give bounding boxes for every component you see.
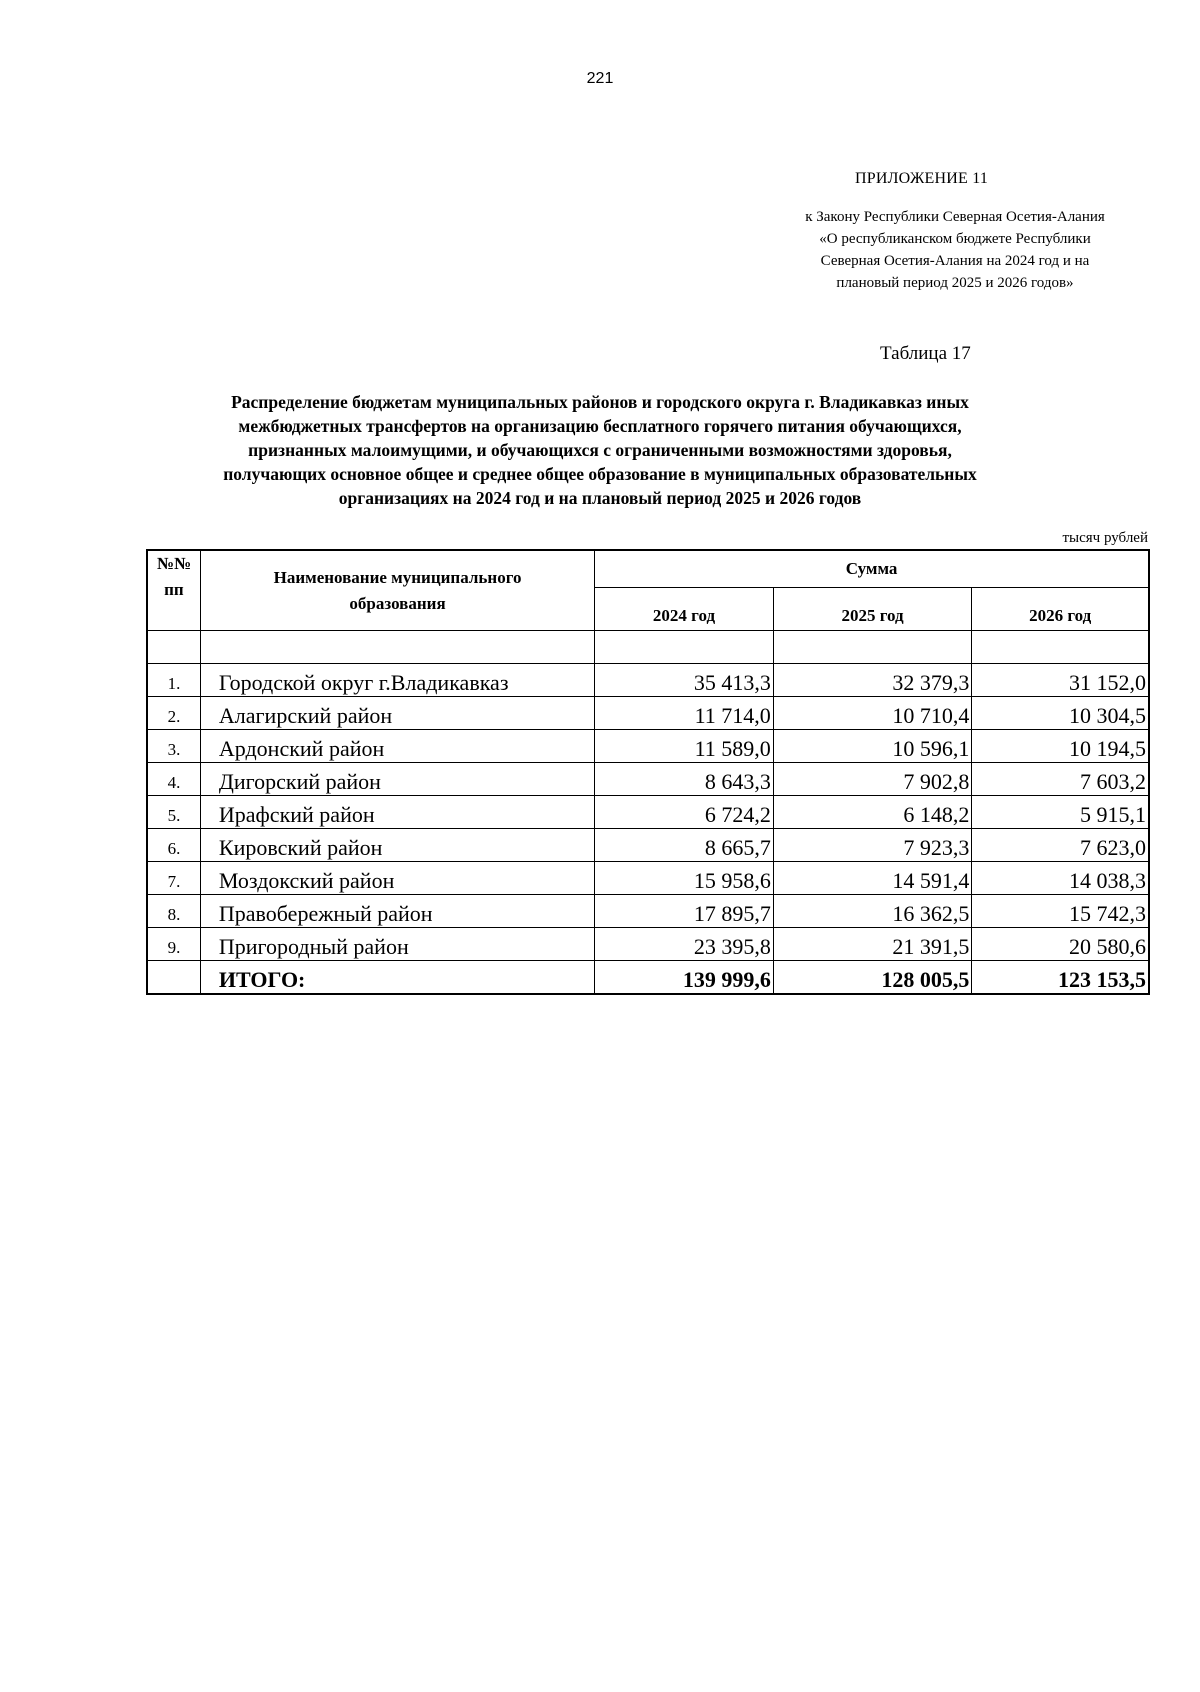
row-value-2024: 11 589,0 (595, 730, 774, 763)
total-number-cell (147, 961, 200, 995)
row-name: Кировский район (200, 829, 594, 862)
table-row (147, 763, 1149, 796)
row-value-2026: 20 580,6 (972, 928, 1149, 961)
header-year-2026: 2026 год (972, 588, 1149, 631)
row-number: 4. (147, 763, 200, 796)
row-value-2025: 10 596,1 (773, 730, 972, 763)
table-body (147, 631, 1149, 995)
row-value-2024: 35 413,3 (595, 664, 774, 697)
header-year-2025: 2025 год (773, 588, 972, 631)
total-row (147, 961, 1149, 995)
header-name-line: образования (349, 593, 446, 613)
row-name: Городской округ г.Владикавказ (200, 664, 594, 697)
units-label: тысяч рублей (1062, 530, 1148, 546)
row-number: 1. (147, 664, 200, 697)
total-value-2024: 139 999,6 (595, 961, 774, 995)
law-reference (770, 206, 1140, 294)
budget-table (146, 549, 1150, 995)
row-value-2025: 7 923,3 (773, 829, 972, 862)
table-row (147, 697, 1149, 730)
row-number: 6. (147, 829, 200, 862)
page-number: 221 (586, 70, 614, 87)
title-line: Распределение бюджетам муниципальных районов и городского округа г. Владикавказ иных (231, 392, 969, 412)
title-line: признанных малоимущими, и обучающихся с ограниченными возможностями здоровья, (248, 440, 952, 460)
row-number: 5. (147, 796, 200, 829)
law-reference-line: Северная Осетия-Алания на 2024 год и на (820, 253, 1090, 269)
document-title (170, 390, 1030, 510)
title-line: организациях на 2024 год и на плановый период 2025 и 2026 годов (338, 488, 862, 508)
row-value-2026: 14 038,3 (972, 862, 1149, 895)
header-row (147, 550, 1149, 588)
title-line: получающих основное общее и среднее общее образование в муниципальных образовательных (223, 464, 977, 484)
appendix-heading: ПРИЛОЖЕНИЕ 11 (855, 170, 989, 187)
row-name: Моздокский район (200, 862, 594, 895)
spacer-cell (972, 631, 1149, 664)
title-line: межбюджетных трансфертов на организацию бесплатного горячего питания обучающихся, (238, 416, 962, 436)
row-value-2024: 6 724,2 (595, 796, 774, 829)
spacer-row (147, 631, 1149, 664)
row-number: 9. (147, 928, 200, 961)
row-number: 3. (147, 730, 200, 763)
row-number: 8. (147, 895, 200, 928)
law-reference-line: к Закону Республики Северная Осетия-Алания (805, 209, 1105, 225)
law-reference-line: «О республиканском бюджете Республики (819, 231, 1091, 247)
row-name: Правобережный район (200, 895, 594, 928)
row-value-2026: 15 742,3 (972, 895, 1149, 928)
header-year-2024: 2024 год (595, 588, 774, 631)
row-value-2026: 7 623,0 (972, 829, 1149, 862)
row-name: Алагирский район (200, 697, 594, 730)
row-value-2025: 14 591,4 (773, 862, 972, 895)
table-row (147, 730, 1149, 763)
header-number-line: пп (164, 580, 184, 599)
row-value-2024: 8 665,7 (595, 829, 774, 862)
spacer-cell (595, 631, 774, 664)
spacer-cell (200, 631, 594, 664)
row-value-2025: 32 379,3 (773, 664, 972, 697)
row-value-2025: 7 902,8 (773, 763, 972, 796)
row-value-2026: 10 304,5 (972, 697, 1149, 730)
row-value-2025: 6 148,2 (773, 796, 972, 829)
table-row (147, 928, 1149, 961)
row-value-2025: 16 362,5 (773, 895, 972, 928)
table-row (147, 796, 1149, 829)
total-value-2026: 123 153,5 (972, 961, 1149, 995)
table-label: Таблица 17 (880, 343, 971, 364)
row-name: Пригородный район (200, 928, 594, 961)
row-value-2025: 21 391,5 (773, 928, 972, 961)
row-value-2024: 11 714,0 (595, 697, 774, 730)
table-row (147, 895, 1149, 928)
table-row (147, 829, 1149, 862)
row-number: 7. (147, 862, 200, 895)
row-value-2025: 10 710,4 (773, 697, 972, 730)
header-name (200, 550, 594, 631)
table-row (147, 862, 1149, 895)
law-reference-line: плановый период 2025 и 2026 годов» (836, 275, 1074, 291)
header-number-line: №№ (156, 554, 192, 573)
row-value-2026: 31 152,0 (972, 664, 1149, 697)
row-value-2024: 17 895,7 (595, 895, 774, 928)
row-name: Ардонский район (200, 730, 594, 763)
header-name-line: Наименование муниципального (273, 567, 522, 587)
table-row (147, 664, 1149, 697)
row-value-2026: 10 194,5 (972, 730, 1149, 763)
row-value-2024: 23 395,8 (595, 928, 774, 961)
row-name: Ирафский район (200, 796, 594, 829)
row-value-2026: 5 915,1 (972, 796, 1149, 829)
spacer-cell (147, 631, 200, 664)
row-value-2024: 8 643,3 (595, 763, 774, 796)
row-value-2026: 7 603,2 (972, 763, 1149, 796)
total-value-2025: 128 005,5 (773, 961, 972, 995)
header-number (147, 550, 200, 631)
row-name: Дигорский район (200, 763, 594, 796)
total-label: ИТОГО: (200, 961, 594, 995)
spacer-cell (773, 631, 972, 664)
row-value-2024: 15 958,6 (595, 862, 774, 895)
row-number: 2. (147, 697, 200, 730)
header-sum: Сумма (595, 550, 1149, 588)
